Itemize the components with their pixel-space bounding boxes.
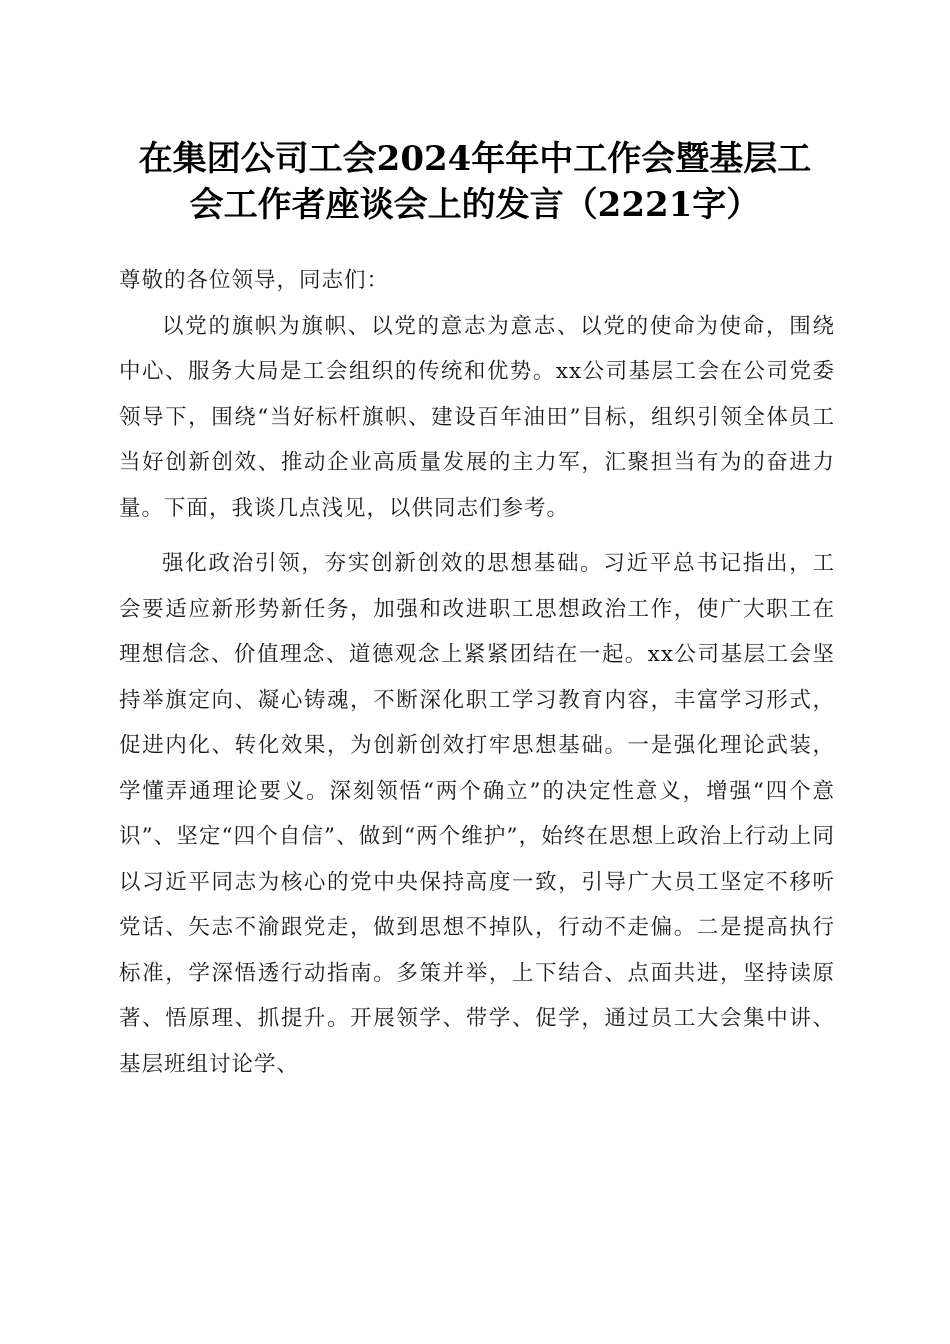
salutation: 尊敬的各位领导，同志们： [119,268,390,293]
document-body [119,258,835,1087]
title-line-2: 会工作者座谈会上的发言（2221字） [189,185,761,225]
paragraph-intro: 以党的旗帜为旗帜、以党的意志为意志、以党的使命为使命，围绕中心、服务大局是工会组织的传统和优势。xx公司基层工会在公司党委领导下，围绕“当好标杆旗帜、建设百年油田”目标，组织引领全体员工当好创新创效、推动企业高质量发展的主力军，汇聚担当有为的奋进力量。下面，我谈几点浅见，以供同志们参考。 [119,313,835,521]
document-title [100,136,850,228]
title-line-1: 在集团公司工会2024年年中工作会暨基层工 [138,139,812,179]
paragraph-political-guidance: 强化政治引领，夯实创新创效的思想基础。习近平总书记指出，工会要适应新形势新任务，加强和改进职工思想政治工作，使广大职工在理想信念、价值理念、道德观念上紧紧团结在一起。xx公司基层工会坚持举旗定向、凝心铸魂，不断深化职工学习教育内容，丰富学习形式，促进内化、转化效果，为创新创效打牢思想基础。一是强化理论武装，学懂弄通理论要义。深刻领悟“两个确立”的决定性意义，增强“四个意识”、坚定“四个自信”、做到“两个维护”，始终在思想上政治上行动上同以习近平同志为核心的党中央保持高度一致，引导广大员工坚定不移听党话、矢志不渝跟党走，做到思想不掉队，行动不走偏。二是提高执行标准，学深悟透行动指南。多策并举，上下结合、点面共进，坚持读原著、悟原理、抓提升。开展领学、带学、促学，通过员工大会集中讲、基层班组讨论学、 [119,551,835,1077]
